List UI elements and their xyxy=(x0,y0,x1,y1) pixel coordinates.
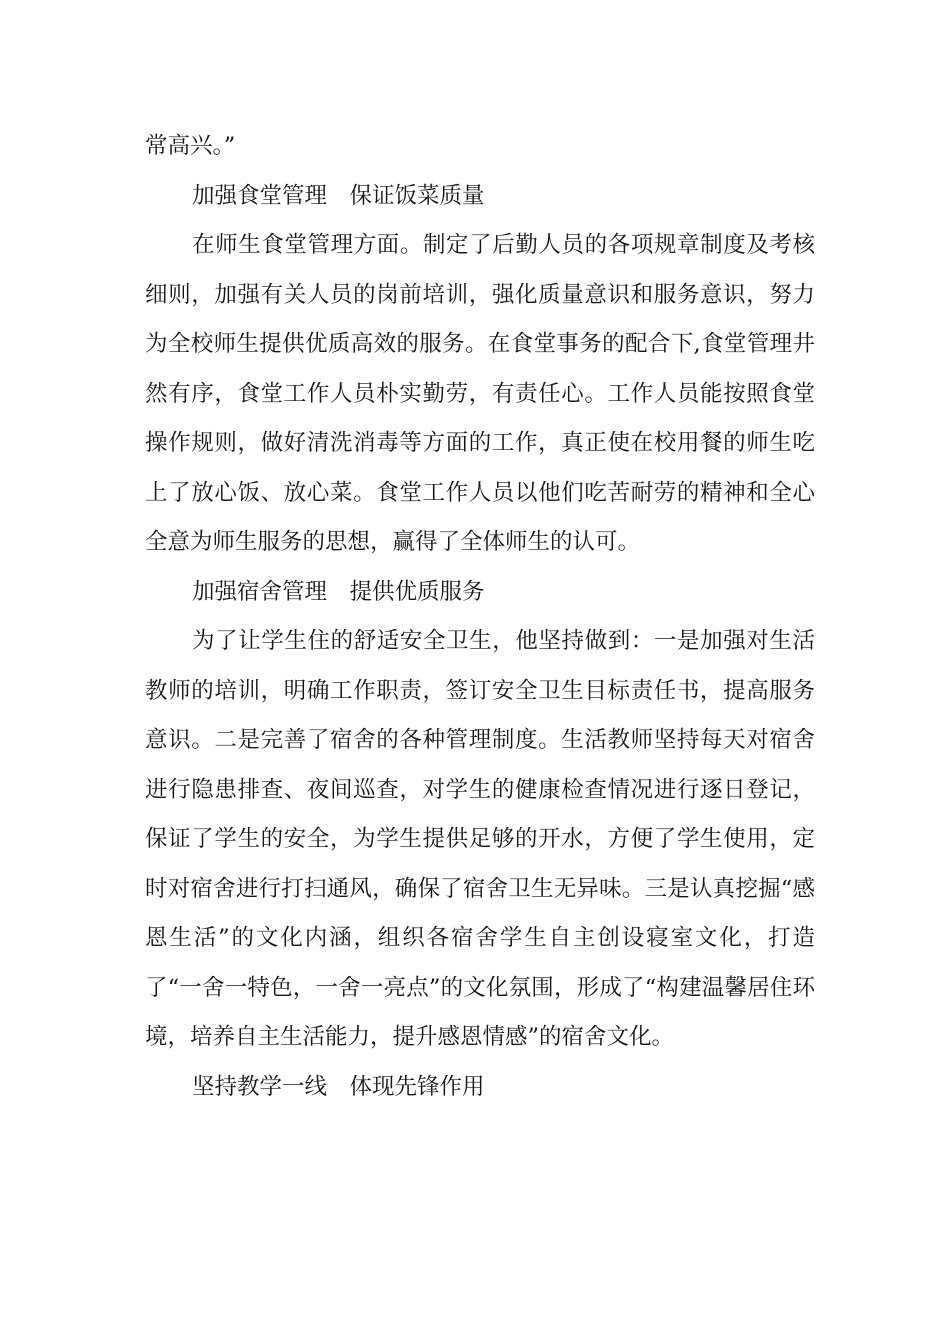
document-body xyxy=(145,122,815,1112)
section-heading-dormitory: 加强宿舍管理 提供优质服务 xyxy=(192,578,485,605)
section-heading-teaching: 坚持教学一线 体现先锋作用 xyxy=(192,1073,485,1100)
paragraph-canteen: 在师生食堂管理方面。制定了后勤人员的各项规章制度及考核细则，加强有关人员的岗前培训，强化质量意识和服务意识，努力为全校师生提供优质高效的服务。在食堂事务的配合下,食堂管理井然有序，食堂工作人员朴实勤劳，有责任心。工作人员能按照食堂操作规则，做好清洗消毒等方面的工作，真正使在校用餐的师生吃上了放心饭、放心菜。食堂工作人员以他们吃苦耐劳的精神和全心全意为师生服务的思想，赢得了全体师生的认可。 xyxy=(145,232,815,555)
section-heading-canteen: 加强食堂管理 保证饭菜质量 xyxy=(192,182,485,209)
paragraph-continuation: 常高兴。” xyxy=(145,133,236,159)
paragraph-dormitory: 为了让学生住的舒适安全卫生，他坚持做到：一是加强对生活教师的培训，明确工作职责，签订安全卫生目标责任书，提高服务意识。二是完善了宿舍的各种管理制度。生活教师坚持每天对宿舍进行隐患排查、夜间巡查，对学生的健康检查情况进行逐日登记，保证了学生的安全，为学生提供足够的开水，方便了学生使用，定时对宿舍进行打扫通风，确保了宿舍卫生无异味。三是认真挖掘“感恩生活”的文化内涵，组织各宿舍学生自主创设寝室文化，打造了“一舍一特色，一舍一亮点”的文化氛围，形成了“构建温馨居住环境，培养自主生活能力，提升感恩情感”的宿舍文化。 xyxy=(145,628,815,1050)
